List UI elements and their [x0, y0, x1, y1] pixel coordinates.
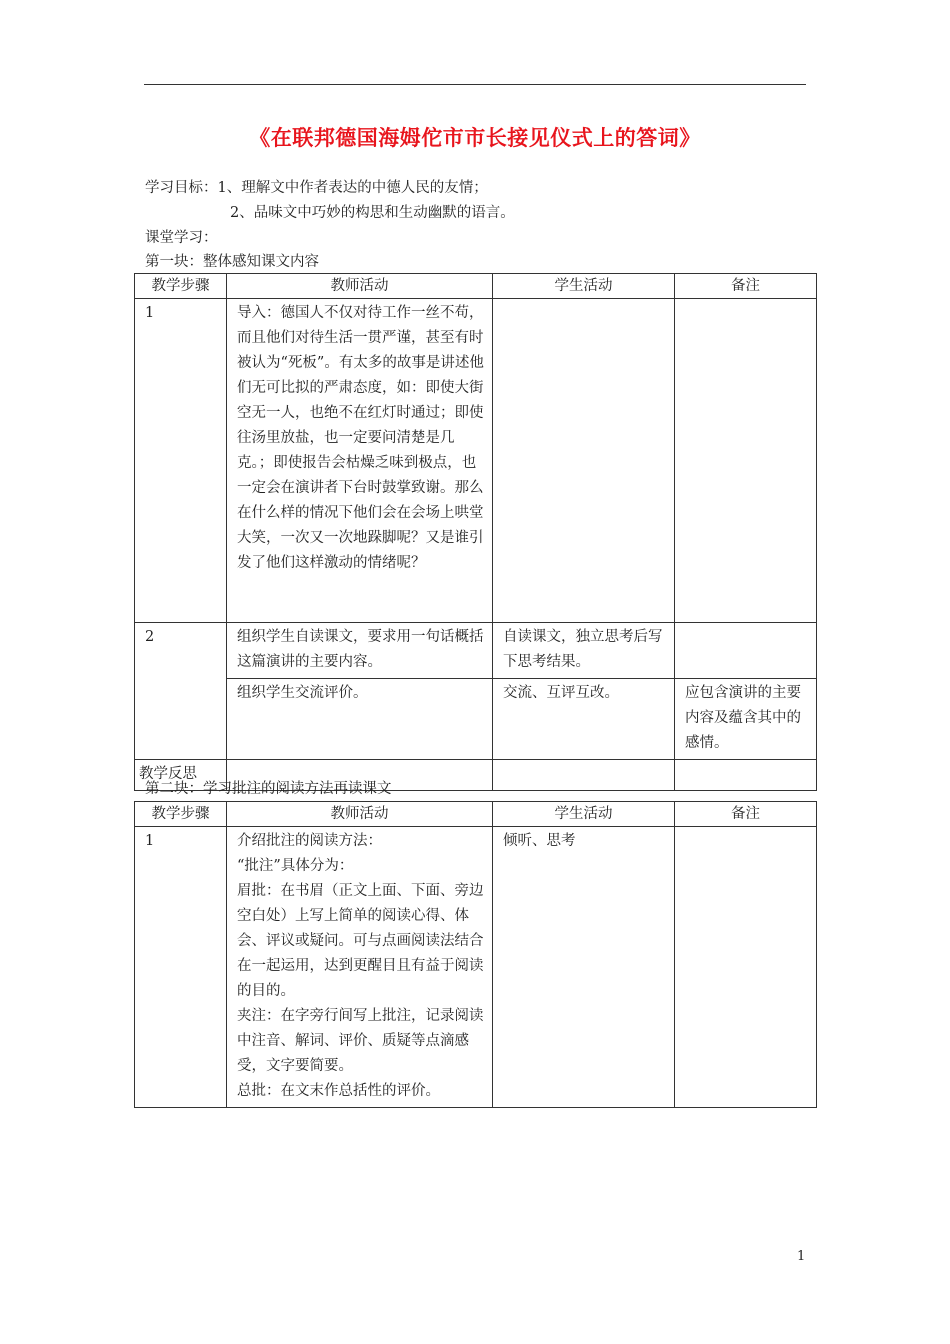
reflection-cell: [675, 760, 817, 791]
header-teacher: 教师活动: [227, 274, 493, 299]
table-header-row: [135, 274, 817, 299]
reflection-cell: [493, 760, 675, 791]
note-cell: [675, 623, 817, 679]
table-row: [135, 623, 817, 679]
teacher-activity-cell: 组织学生自读课文，要求用一句话概括这篇演讲的主要内容。: [227, 623, 493, 679]
step-cell: 1: [135, 827, 227, 1108]
student-activity-cell: 交流、互评互改。: [493, 679, 675, 760]
objectives-line-2: 2、品味文中巧妙的构思和生动幽默的语言。: [230, 205, 515, 221]
block1-table: [134, 273, 817, 791]
table-row: [135, 827, 817, 1108]
teacher-activity-cell: [227, 827, 493, 1108]
table-row: [135, 299, 817, 623]
student-activity-cell: 倾听、思考: [493, 827, 675, 1108]
note-cell: [675, 827, 817, 1108]
teacher-activity-cell: 导入：德国人不仅对待工作一丝不苟，而且他们对待生活一贯严谨，甚至有时被认为“死板”。有太多的故事是讲述他们无可比拟的严肃态度，如：即使大街空无一人，也绝不在红灯时通过；即使往汤里放盐，也一定要问清楚是几克。；即使报告会枯燥乏味到极点，也一定会在演讲者下台时鼓掌致谢。那么在什么样的情况下他们会在会场上哄堂大笑，一次又一次地跺脚呢？又是谁引发了他们这样激动的情绪呢？: [227, 299, 493, 623]
header-rule: [144, 84, 806, 85]
note-cell: [675, 299, 817, 623]
student-activity-cell: [493, 299, 675, 623]
table-header-row: [135, 802, 817, 827]
method-zongpi: 总批：在文末作总括性的评价。: [237, 1083, 440, 1099]
page-number: 1: [797, 1249, 806, 1264]
block2-table: [134, 801, 817, 1108]
step-cell: 2: [135, 623, 227, 760]
header-teacher: 教师活动: [227, 802, 493, 827]
step-cell: 1: [135, 299, 227, 623]
method-intro: 介绍批注的阅读方法：: [237, 833, 382, 849]
block2-heading: 第二块：学习批注的阅读方法再读课文: [145, 781, 392, 797]
header-note: 备注: [675, 802, 817, 827]
method-types: “批注”具体分为：: [237, 858, 354, 874]
reflection-label: 教学反思: [135, 760, 227, 791]
student-activity-cell: 自读课文，独立思考后写下思考结果。: [493, 623, 675, 679]
method-jiazhu: 夹注：在字旁行间写上批注，记录阅读中注音、解词、评价、质疑等点滴感受，文字要简要。: [237, 1008, 484, 1074]
header-step: 教学步骤: [135, 274, 227, 299]
header-note: 备注: [675, 274, 817, 299]
header-student: 学生活动: [493, 802, 675, 827]
table-row: [135, 679, 817, 760]
document-title: 《在联邦德国海姆佗市市长接见仪式上的答词》: [249, 125, 701, 150]
block1-heading: 第一块：整体感知课文内容: [145, 254, 319, 270]
header-student: 学生活动: [493, 274, 675, 299]
method-meipi: 眉批：在书眉（正文上面、下面、旁边空白处）上写上简单的阅读心得、体会、评议或疑问。可与点画阅读法结合在一起运用，达到更醒目且有益于阅读的目的。: [237, 883, 484, 999]
classroom-label: 课堂学习：: [145, 230, 218, 246]
note-cell: 应包含演讲的主要内容及蕴含其中的感情。: [675, 679, 817, 760]
header-step: 教学步骤: [135, 802, 227, 827]
objectives-line-1: 学习目标：1、理解文中作者表达的中德人民的友情；: [145, 180, 488, 196]
teacher-activity-cell: 组织学生交流评价。: [227, 679, 493, 760]
